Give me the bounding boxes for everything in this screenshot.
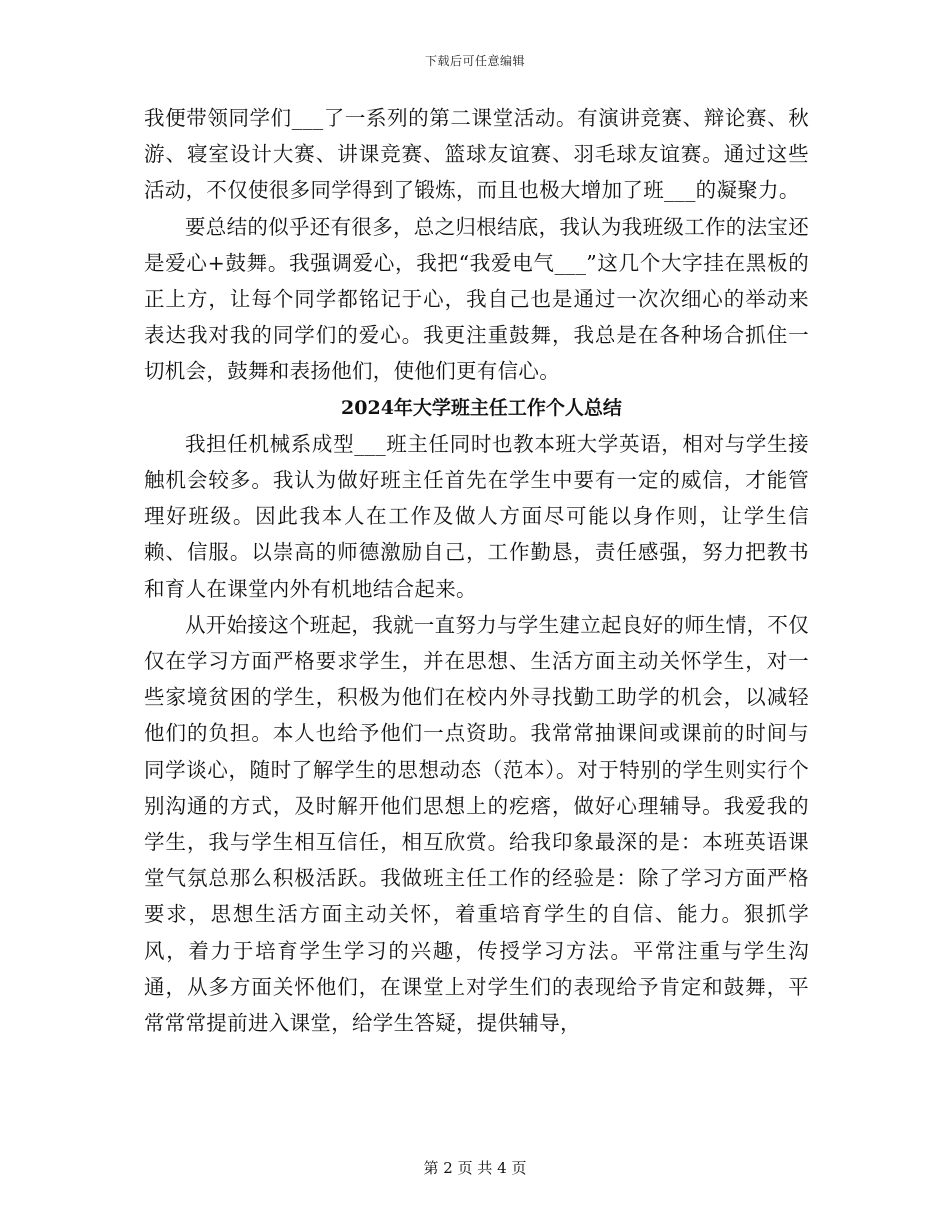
section-heading: 2024年大学班主任工作个人总结 [341, 396, 622, 419]
document-body [144, 100, 809, 1041]
paragraph-experience: 从开始接这个班起，我就一直努力与学生建立起良好的师生情，不仅仅在学习方面严格要求学生，并在思想、生活方面主动关怀学生，对一些家境贫困的学生，积极为他们在校内外寻找勤工助学的机会，以减轻他们的负担。本人也给予他们一点资助。我常常抽课间或课前的时间与同学谈心，随时了解学生的思想动态（范本）。对于特别的学生则实行个别沟通的方式，及时解开他们思想上的疙瘩，做好心理辅导。我爱我的学生，我与学生相互信任，相互欣赏。给我印象最深的是：本班英语课堂气氛总那么积极活跃。我做班主任工作的经验是：除了学习方面严格要求，思想生活方面主动关怀，着重培育学生的自信、能力。狠抓学风，着力于培育学生学习的兴趣，传授学习方法。平常注重与学生沟通，从多方面关怀他们，在课堂上对学生们的表现给予肯定和鼓舞，平常常常提前进入课堂，给学生答疑，提供辅导， [144, 612, 809, 1036]
page-header: 下载后可任意编辑 [424, 54, 525, 68]
paragraph-activities: 我便带领同学们___了一系列的第二课堂活动。有演讲竞赛、辩论赛、秋游、寝室设计大赛、讲课竞赛、篮球友谊赛、羽毛球友谊赛。通过这些活动，不仅使很多同学得到了锻炼，而且也极大增加了班___的凝聚力。 [144, 106, 809, 203]
paragraph-summary: 要总结的似乎还有很多，总之归根结底，我认为我班级工作的法宝还是爱心+鼓舞。我强调爱心，我把“我爱电气___”这几个大字挂在黑板的正上方，让每个同学都铭记于心，我自己也是通过一次次细心的举动来表达我对我的同学们的爱心。我更注重鼓舞，我总是在各种场合抓住一切机会，鼓舞和表扬他们，使他们更有信心。 [144, 214, 809, 384]
page-footer: 第 2 页 共 4 页 [423, 1159, 527, 1177]
paragraph-intro: 我担任机械系成型___班主任同时也教本班大学英语，相对与学生接触机会较多。我认为做好班主任首先在学生中要有一定的威信，才能管理好班级。因此我本人在工作及做人方面尽可能以身作则，让学生信赖、信服。以崇高的师德激励自己，工作勤恳，责任感强，努力把教书和育人在课堂内外有机地结合起来。 [144, 431, 809, 601]
